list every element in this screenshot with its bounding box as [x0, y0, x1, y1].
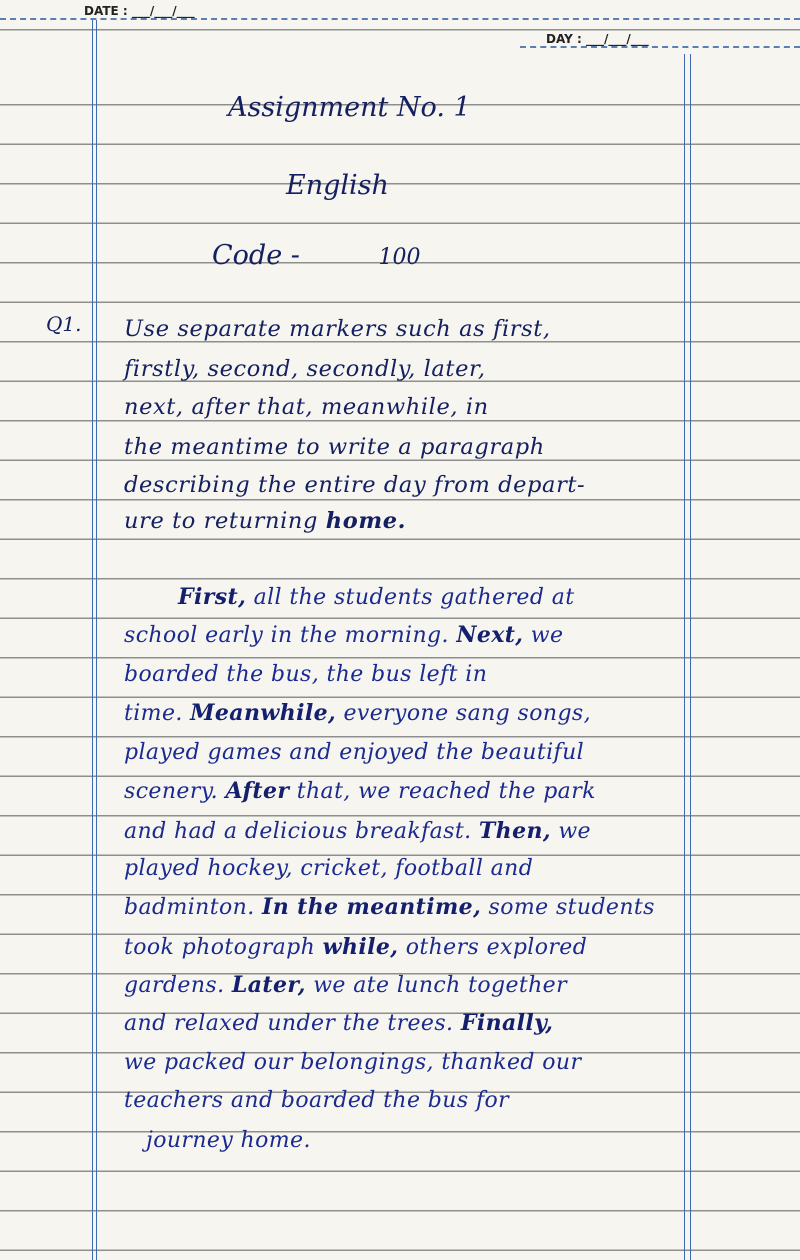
answer-line: [124, 1050, 581, 1075]
answer-marker: After: [225, 778, 290, 804]
answer-marker: First,: [178, 584, 247, 610]
question-line: [124, 508, 406, 534]
answer-text: that, we reached the park: [289, 779, 596, 804]
answer-text: some students: [481, 895, 655, 920]
answer-text: took photograph: [124, 935, 323, 960]
answer-line: [124, 894, 655, 920]
answer-text: badminton.: [124, 895, 262, 920]
left-margin-line: [92, 20, 97, 1260]
answer-marker: Later,: [231, 972, 306, 998]
answer-line: [124, 1088, 509, 1113]
question-line-text: ure to returning: [124, 508, 326, 534]
answer-text: everyone sang songs,: [336, 701, 592, 726]
answer-text: played games and enjoyed the beautiful: [124, 740, 585, 765]
answer-line: [124, 622, 563, 648]
code-value: 100: [378, 245, 421, 270]
answer-text: school early in the morning.: [124, 623, 457, 648]
answer-text: we: [523, 623, 564, 648]
answer-line: [124, 1010, 553, 1036]
answer-text: gardens.: [124, 973, 232, 998]
code-heading: [212, 240, 420, 271]
answer-line: [124, 700, 591, 726]
code-label: Code -: [212, 240, 300, 271]
answer-text: scenery.: [124, 779, 226, 804]
question-line: describing the entire day from depart-: [124, 472, 586, 498]
answer-marker: In the meantime,: [262, 894, 482, 920]
answer-marker: Then,: [478, 818, 551, 844]
answer-text: we: [550, 819, 591, 844]
answer-text: others explored: [398, 935, 588, 960]
question-label: Q1.: [46, 312, 82, 336]
answer-line: [124, 662, 487, 687]
answer-text: teachers and boarded the bus for: [124, 1088, 510, 1113]
answer-text: we ate lunch together: [305, 973, 568, 998]
answer-text: all the students gathered at: [246, 585, 575, 610]
answer-marker: Next,: [456, 622, 524, 648]
question-emphasis: home.: [325, 508, 407, 534]
subject-heading: English: [286, 170, 389, 201]
answer-marker: Finally,: [460, 1010, 554, 1036]
answer-line: [124, 856, 533, 881]
answer-line: [124, 740, 584, 765]
answer-line: [124, 934, 587, 960]
question-line: firstly, second, secondly, later,: [124, 356, 486, 382]
question-line: next, after that, meanwhile, in: [124, 394, 489, 420]
day-dashed-border: [520, 46, 800, 48]
day-label: DAY : ___/___/___: [546, 32, 649, 46]
answer-text: we packed our belongings, thanked our: [124, 1050, 582, 1075]
answer-line: [146, 1128, 311, 1153]
answer-line: [124, 818, 591, 844]
answer-marker: while,: [322, 934, 399, 960]
top-dashed-border: [0, 18, 800, 22]
right-margin-line: [684, 54, 691, 1260]
answer-text: played hockey, cricket, football and: [124, 856, 534, 881]
answer-text: journey home.: [146, 1128, 311, 1153]
answer-text: and had a delicious breakfast.: [124, 819, 479, 844]
answer-text: boarded the bus, the bus left in: [124, 662, 488, 687]
question-line: Use separate markers such as first,: [124, 316, 551, 342]
answer-line: [124, 972, 567, 998]
date-label: DATE : ___/___/___: [84, 4, 195, 18]
answer-line: [124, 778, 596, 804]
answer-line: [178, 584, 574, 610]
question-line: the meantime to write a paragraph: [124, 434, 545, 460]
assignment-title: Assignment No. 1: [228, 92, 471, 123]
answer-text: time.: [124, 701, 191, 726]
answer-marker: Meanwhile,: [190, 700, 337, 726]
answer-text: and relaxed under the trees.: [124, 1011, 461, 1036]
